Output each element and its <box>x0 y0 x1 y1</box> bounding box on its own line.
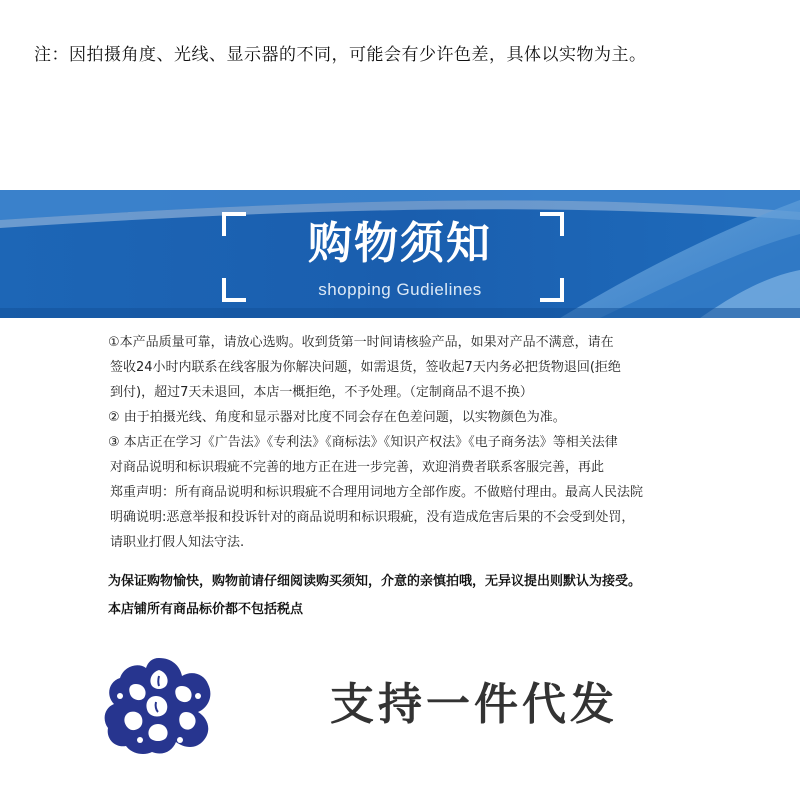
rule-line: 签收24小时内联系在线客服为你解决问题，如需退货，签收起7天内务必把货物退回(拒绝 <box>110 360 621 375</box>
shopping-rules <box>108 330 798 555</box>
rule-line: 到付)，超过7天未退回，本店一概拒绝，不予处理。（定制商品不退不换） <box>110 385 533 400</box>
rule-line: ③ 本店正在学习《广告法》《专利法》《商标法》《知识产权法》《电子商务法》等相关法律 <box>108 435 618 450</box>
banner-subtitle: shopping Gudielines <box>318 280 482 299</box>
rule-line: ② 由于拍摄光线、角度和显示器对比度不同会存在色差问题，以实物颜色为准。 <box>108 410 566 425</box>
purchase-acceptance-note: 为保证购物愉快，购物前请仔细阅读购买须知，介意的亲慎拍哦，无异议提出则默认为接受。 <box>108 574 642 589</box>
rule-line: 郑重声明：所有商品说明和标识瑕疵不合理用词地方全部作废。不做赔付理由。最高人民法院 <box>110 485 644 500</box>
rule-line: 对商品说明和标识瑕疵不完善的地方正在进一步完善，欢迎消费者联系客服完善，再此 <box>110 460 605 475</box>
dropshipping-support-heading: 支持一件代发 <box>330 679 618 730</box>
banner-title: 购物须知 <box>308 218 492 269</box>
tax-note: 本店铺所有商品标价都不包括税点 <box>108 602 304 617</box>
rule-line: 请职业打假人知法守法. <box>110 535 245 550</box>
rule-line: ①本产品质量可靠，请放心选购。收到货第一时间请核验产品，如果对产品不满意，请在 <box>108 335 614 350</box>
bracket-bottom-left-icon <box>222 278 246 302</box>
peony-flower-icon <box>100 650 218 758</box>
color-difference-notice: 注：因拍摄角度、光线、显示器的不同，可能会有少许色差，具体以实物为主。 <box>34 45 647 65</box>
rule-line: 明确说明:恶意举报和投诉针对的商品说明和标识瑕疵，没有造成危害后果的不会受到处罚， <box>110 510 635 525</box>
bracket-top-left-icon <box>222 212 246 236</box>
